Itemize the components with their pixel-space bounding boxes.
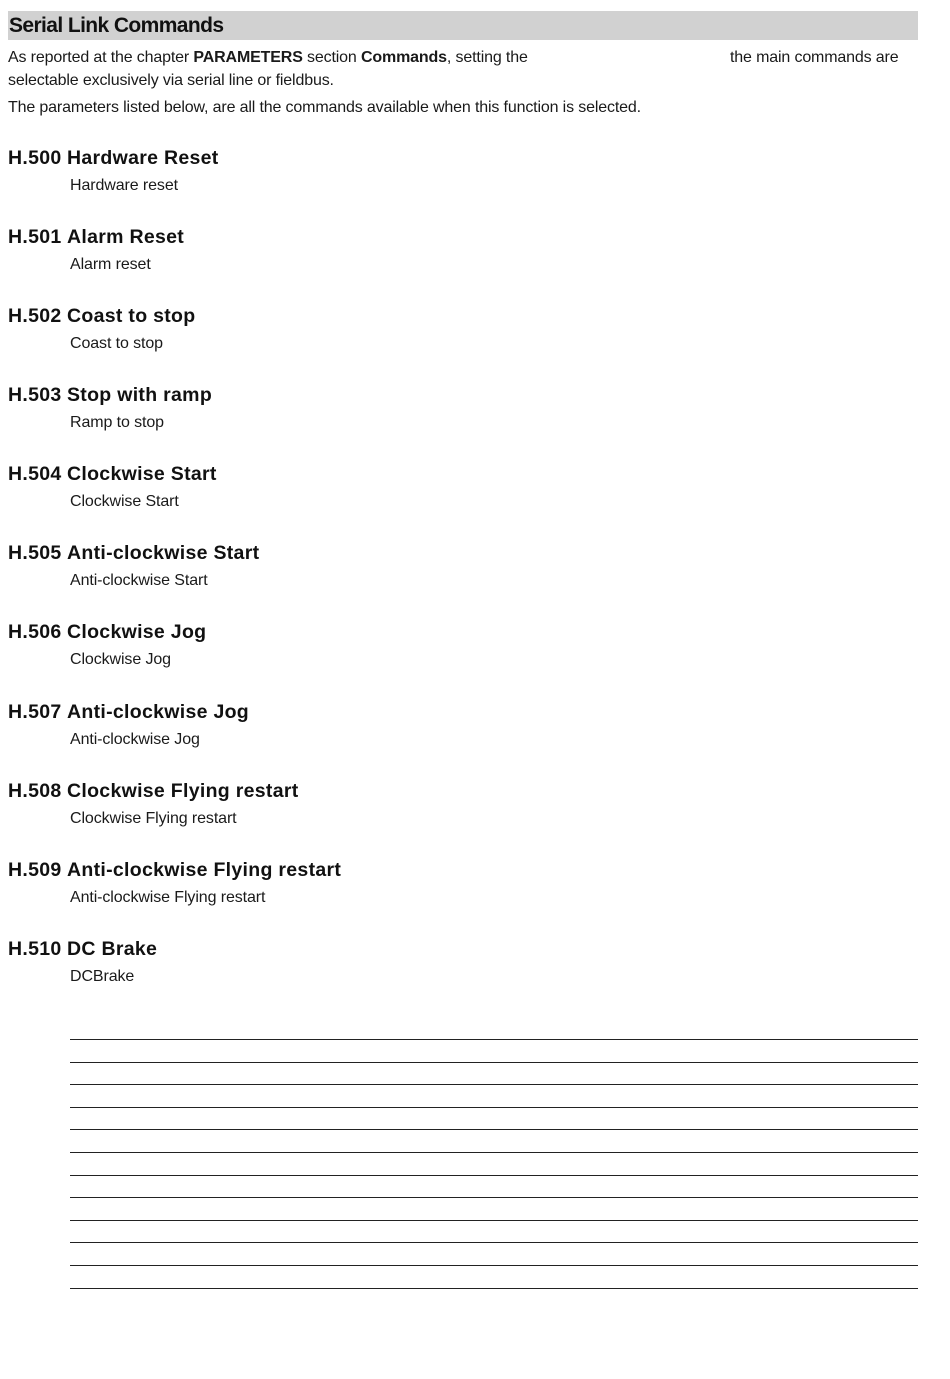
notes-area <box>70 1039 918 1310</box>
note-line <box>70 1039 918 1040</box>
note-line <box>70 1175 918 1176</box>
intro-text: As reported at the chapter <box>8 49 194 66</box>
parameter-h507 <box>8 700 908 750</box>
parameter-code: H.500 <box>8 147 62 169</box>
parameter-description: Anti-clockwise Jog <box>70 731 200 748</box>
note-line <box>70 1242 918 1243</box>
intro-paragraph-line-1 <box>8 48 528 68</box>
parameter-h505 <box>8 541 908 591</box>
note-line <box>70 1062 918 1063</box>
note-line <box>70 1129 918 1130</box>
parameter-name: Coast to stop <box>67 305 196 327</box>
parameter-description: Anti-clockwise Flying restart <box>70 889 266 906</box>
intro-bold-section: Commands <box>360 49 447 66</box>
parameter-name: Anti-clockwise Flying restart <box>67 859 342 881</box>
parameter-description: Clockwise Flying restart <box>70 810 237 827</box>
parameter-heading <box>8 779 908 803</box>
parameter-h500 <box>8 146 908 196</box>
parameter-code: H.502 <box>8 305 62 327</box>
note-line <box>70 1084 918 1085</box>
parameter-h506 <box>8 620 908 670</box>
parameter-name: Anti-clockwise Jog <box>67 701 250 723</box>
note-line <box>70 1107 918 1108</box>
parameter-description: Coast to stop <box>70 335 163 352</box>
parameter-description: Clockwise Jog <box>70 651 171 668</box>
parameter-code: H.506 <box>8 621 62 643</box>
parameter-name: Clockwise Start <box>67 463 217 485</box>
parameter-code: H.503 <box>8 384 62 406</box>
parameter-name: Stop with ramp <box>67 384 213 406</box>
parameter-description: Hardware reset <box>70 177 178 194</box>
parameter-code: H.509 <box>8 859 62 881</box>
parameter-code: H.510 <box>8 938 62 960</box>
parameter-code: H.508 <box>8 780 62 802</box>
parameter-description: Ramp to stop <box>70 414 164 431</box>
parameter-description: DCBrake <box>70 968 135 985</box>
parameter-description: Anti-clockwise Start <box>70 572 208 589</box>
parameter-description: Alarm reset <box>70 256 151 273</box>
note-line <box>70 1152 918 1153</box>
parameter-h501 <box>8 225 908 275</box>
parameter-description: Clockwise Start <box>70 493 179 510</box>
parameter-code: H.505 <box>8 542 62 564</box>
parameter-h504 <box>8 462 908 512</box>
intro-paragraph-line-1-end: the main commands are <box>730 49 899 66</box>
parameter-h502 <box>8 304 908 354</box>
intro-paragraph-line-3: The parameters listed below, are all the commands available when this function is selected. <box>8 99 641 116</box>
note-line <box>70 1265 918 1266</box>
note-line <box>70 1288 918 1289</box>
parameter-heading <box>8 304 908 328</box>
parameter-h510 <box>8 937 908 987</box>
parameter-code: H.504 <box>8 463 62 485</box>
parameter-heading <box>8 541 908 565</box>
parameter-h503 <box>8 383 908 433</box>
parameter-h508 <box>8 779 908 829</box>
note-line <box>70 1197 918 1198</box>
parameter-heading <box>8 700 908 724</box>
parameter-name: Clockwise Jog <box>67 621 207 643</box>
note-line <box>70 1220 918 1221</box>
parameter-h509 <box>8 858 908 908</box>
parameter-code: H.507 <box>8 701 62 723</box>
parameter-heading <box>8 462 908 486</box>
section-title: Serial Link Commands <box>8 11 918 40</box>
intro-text: section <box>302 49 361 66</box>
intro-paragraph-line-2: selectable exclusively via serial line or fieldbus. <box>8 72 334 89</box>
intro-text: , setting the <box>446 49 528 66</box>
parameter-heading <box>8 620 908 644</box>
parameter-name: DC Brake <box>67 938 158 960</box>
parameter-heading <box>8 146 908 170</box>
parameter-heading <box>8 937 908 961</box>
parameter-name: Alarm Reset <box>67 226 185 248</box>
intro-bold-chapter: PARAMETERS <box>193 49 303 66</box>
parameter-code: H.501 <box>8 226 62 248</box>
parameter-heading <box>8 383 908 407</box>
parameter-name: Clockwise Flying restart <box>67 780 299 802</box>
parameter-name: Hardware Reset <box>67 147 219 169</box>
parameter-heading <box>8 858 908 882</box>
parameter-heading <box>8 225 908 249</box>
parameter-name: Anti-clockwise Start <box>67 542 260 564</box>
